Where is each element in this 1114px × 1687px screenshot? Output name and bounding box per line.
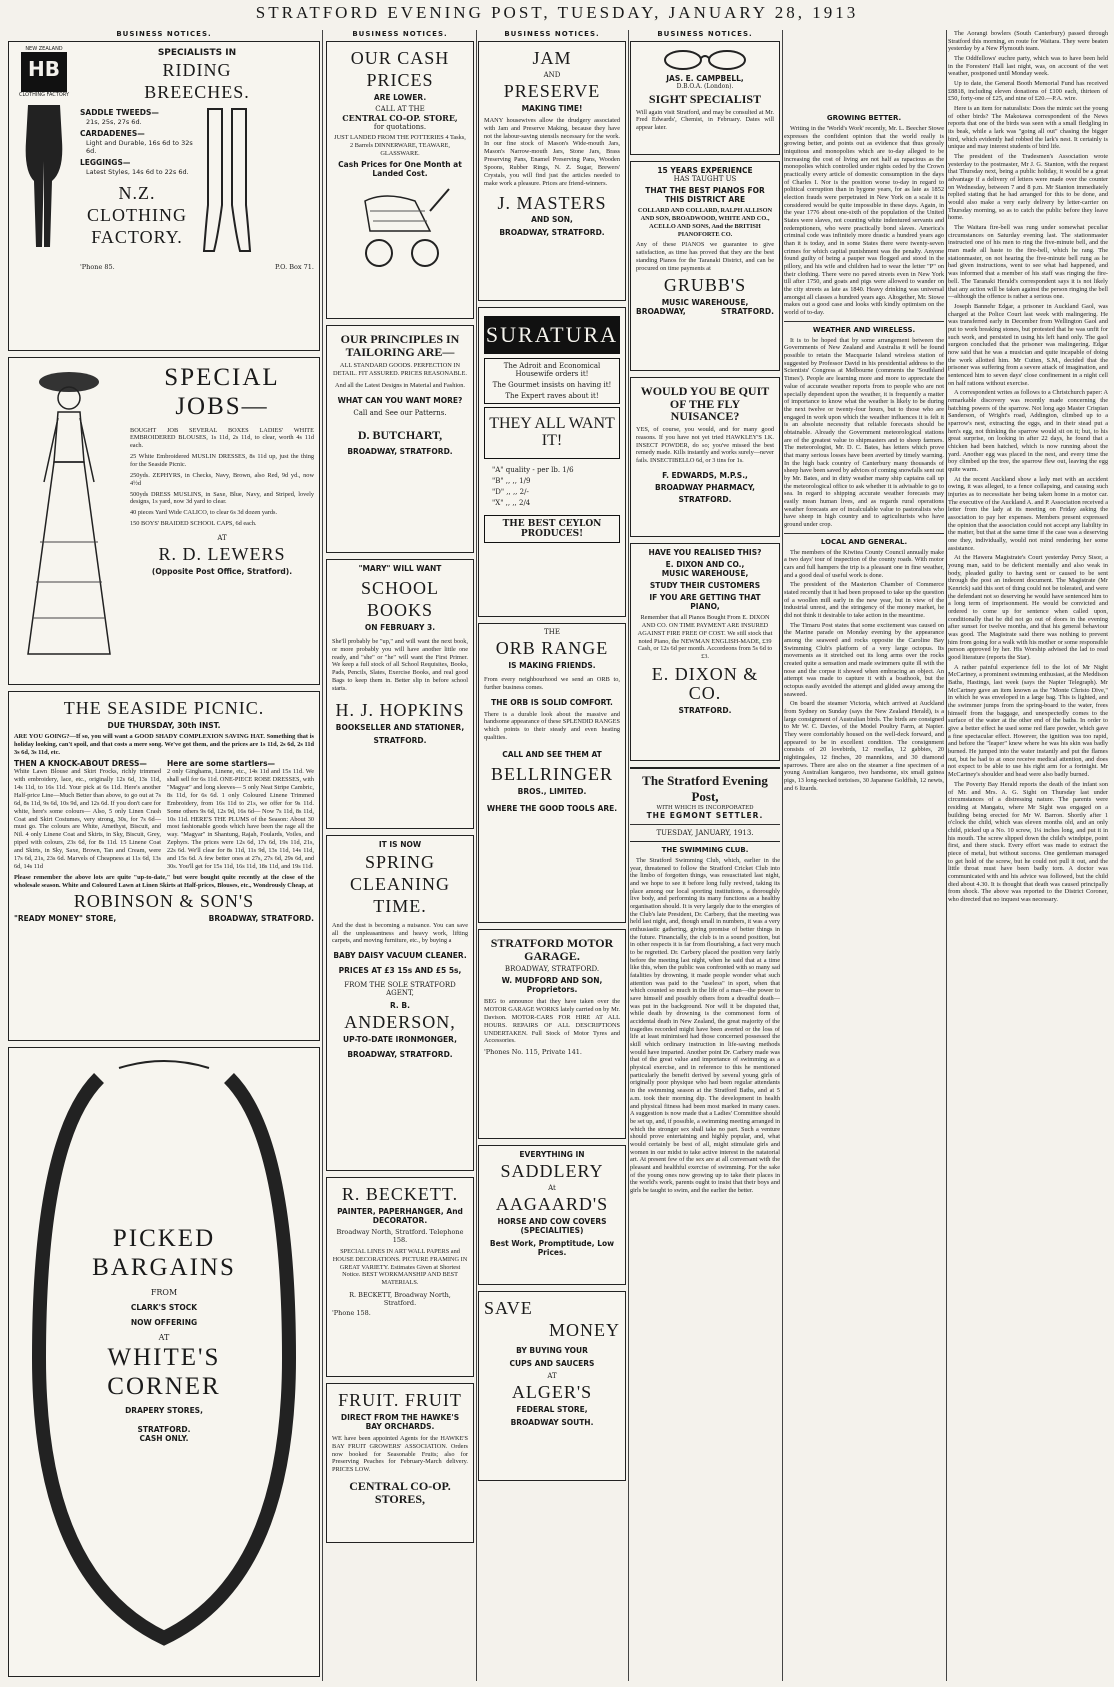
lewers-item-4: 500yds DRESS MUSLINS, in Saxe, Blue, Navy, and Striped, lovely designs, 1s yard, now 3d yard to clear. (130, 490, 314, 506)
section-label: BUSINESS NOTICES. (504, 30, 600, 38)
article-paragraph: The Waitara fire-bell was rung under somewhat peculiar circumstances on Saturday evening last. The stationmaster instructed one of his men to ring the five-minute bell, and the man made all haste to the fire-bell, which he rang. The stationmaster, on not hearing the five-minute bell rung as he had given instructions, went to see what had happened, and was informed that a member of his staff was ringing the fire-bell. The Taranaki Herald's correspondent says it is not likely that any action will be taken against the person ringing the bell—although the offence is rather a serious one. (948, 224, 1108, 301)
from-label: FROM (150, 1287, 178, 1297)
headline-bargains: BARGAINS (92, 1254, 236, 1282)
aagaard-footer: Best Work, Promptitude, Low Prices. (489, 1238, 615, 1257)
column-6 (948, 30, 1108, 1681)
fruit-body: WE have been appointed Agents for the HAWKE'S BAY FRUIT GROWERS' ASSOCIATION. Orders now booked for Seasonable Fruits; also for Preserving Peaches for February-March delivery. PRICES LOW. (332, 1434, 468, 1474)
beckett-body: SPECIAL LINES IN ART WALL PAPERS and HOUSE DECORATIONS. PICTURE FRAMING IN GREAT VARIETY. Estimates Given at Shortest Notice. BEST WORKMANSHIP AND BEST MATERIALS. (332, 1247, 468, 1287)
article-paragraph: A rather painful experience fell to the lot of Mr Night McCartney, a prominent swimming enthusiast, at the Meddison Baths, Hastings, last week (says the Napier Telegraph). Mr McCartney gave an item known as the "Monte Christo Dive," in which he was enveloped in a large bag. This is lighted, and the swimmer jumps from the spring-board to the water, frees himself from the baggage, and unexpectedly comes to the surface of the water at the other end of the baths. In order to give a better effect he used some red flare powder, which gave a fine spectacular effect. However, the ignition was too rapid, and before the "leaper" knew where he was his skin was badly burned. He jumped into the water instantly and put the flames out, but he had to at once receive medical attention, and does not expect to be able to use his right arm for a fortnight. Mr McCartney's shoulder and head were also badly burned. (948, 663, 1108, 779)
campbell-qual: D.B.O.A. (London). (676, 83, 734, 90)
butchart-address: BROADWAY, STRATFORD. (347, 447, 453, 457)
masters-and-son: AND SON, (531, 215, 573, 225)
beckett-trade: PAINTER, PAPERHANGER, And DECORATOR. (337, 1206, 463, 1225)
it-is-now: IT IS NOW (378, 840, 422, 849)
making-time: MAKING TIME! (521, 103, 583, 113)
headline-books: BOOKS (366, 599, 433, 620)
store-name-hopkins: H. J. HOPKINS (335, 699, 465, 720)
store-name-robinson: ROBINSON & SON'S (73, 891, 255, 912)
store-name-beckett: R. BECKETT. (341, 1184, 459, 1204)
tailoring-ask: WHAT CAN YOU WANT MORE? (337, 395, 463, 405)
article-heading: GROWING BETTER. (826, 114, 902, 122)
column-rule (946, 30, 947, 1681)
for-quotations: for quotations. (373, 122, 427, 131)
coop-cash-prices-ad (326, 41, 474, 319)
article-paragraph: The Aorangi bowlers (South Canterbury) passed through Stratford this morning, en route for Waitara. They were beaten yesterday by a New Plymouth team. (948, 30, 1108, 53)
campbell-sight-ad (630, 41, 780, 155)
item-cardadenes: CARDADENES— (80, 129, 145, 139)
masthead: STRATFORD EVENING POST, TUESDAY, JANUARY 28, 1913 (255, 3, 859, 22)
phone-number: 'Phone 85. (80, 263, 115, 272)
item-leggings: LEGGINGS— (80, 158, 131, 168)
headline-cleaning: CLEANING (350, 873, 450, 894)
pram-illustration (345, 181, 455, 271)
fruit-sub: DIRECT FROM THE HAWKE'S BAY ORCHARDS. (340, 1412, 460, 1431)
suratura-brand: SURATURA (484, 316, 620, 354)
and-label: AND (543, 70, 561, 79)
grubb-lead: THAT THE BEST PIANOS FOR THIS DISTRICT ARE (645, 186, 765, 204)
store-name-coop: CENTRAL CO-OP. STORE, (342, 112, 458, 123)
headline-breeches: BREECHES. (144, 82, 250, 103)
masters-jam-ad (478, 41, 626, 301)
paper-date: TUESDAY, JANUARY, 1913. (656, 829, 754, 837)
hopkins-body: She'll probably be "up," and will want the next book, or more probably you will have another little one ready, and "she" or "he" will want the First Primer. We keep a full stock of all School Requisites, Books, Pads, Pencils, Slates, Exercise Books, and real good Bags to keep them in. Better slip in before school starts. (332, 637, 468, 692)
vacuum-prices: PRICES AT £3 15s AND £5 5s, (338, 966, 462, 976)
column-3 (478, 30, 626, 1681)
at-label: AT (217, 533, 227, 542)
article-paragraph: The Stratford Swimming Club, which, earlier in the year, threatened to follow the Stratford Cricket Club into the limbo of forgotten things, was resuscitated last night, and we hope to see it before long fully revived, taking its place among our local sporting institutions, a thoroughly live body, and performing its many functions as a healthy organisation should. It is very largely due to the energies of the Club's late President, Dr. Carbery, that the meeting was held last night, and, though small in numbers, it was a very enthusiastic gathering, giving promise of better things in the future. Financially, the club is in a sound position, but in other respects it is far from flourishing, a fact very much to be regretted. Dr. Carbery placed the position very fairly before the meeting last night, when he said that at a time like this, when the public was confronted with so many sad fatalities by drowning, it made people wonder what such attention was paid to the "useless" in sport, when that which counted so much in the life of a man—the power to save himself and possibly others from a dreadful death—was put in the background. Nor will it be disputed that, while death by drowning is the commonest form of accidental death in New Zealand, the great majority of the tragedies recorded might have been averted or the loss of life at least minimised had those concerned possessed the skill which ordinary instruction in life-saving methods would have imparted. Another point Dr. Carbery made was that of the great value and importance of swimming as a physical exercise, and in reference to this he mentioned particularly the benefit derived by several young girls of originally poor physique who had been regular attendants in the swimming season at the Stratford Baths, and at 5 a.m. took their morning dip. The development in health and physical fitness had been most marked in many cases. A suggestion is now made that a Ladies' Committee should be set up, and, if possible, a swimming meeting arranged in which the stronger sex shall take no part. Such a venture should prove entertaining and highly popular, and, what would certainly be best of all, might stimulate girls and women in our midst to take active interest in the natatorial art. At present few of the sex are at all conversant with the pleasant and healthful exercise of swimming. For the sake of the young ones now growing up to take their places in the world's work, parents ought to insist that their boys and girls be taught to swim, and the earlier the better. (630, 857, 780, 1194)
orb-text-1: From every neighbourhood we send an ORB to, further business comes. (484, 675, 620, 691)
leggings-illustration (200, 105, 254, 255)
nz-clothing-ad (8, 41, 320, 351)
taught-us: HAS TAUGHT US (673, 175, 737, 183)
picnic-right-heading: Here are some startlers— (167, 759, 276, 769)
butchart-tailoring-ad (326, 325, 474, 553)
by-buying: BY BUYING YOUR (516, 1345, 588, 1355)
edwards-address: STRATFORD. (678, 495, 732, 505)
po-box: P.O. Box 71. (275, 263, 314, 272)
aagaard-saddlery-ad (478, 1145, 626, 1285)
grubb-pianos-ad (630, 161, 780, 371)
anderson-address: BROADWAY, STRATFORD. (347, 1050, 453, 1060)
anderson-body: And the dust is becoming a nuisance. You can save all the unpleasantness and heavy work, lifting carpets, and moving furniture, etc., by buying a (332, 921, 468, 945)
column-1 (8, 30, 320, 1681)
article-paragraph: On board the steamer Victoria, which arrived at Auckland from Sydney on Sunday (says the New Zealand Herald), is a large consignment of Australian birds. The birds are consigned to Mr W. C. Davies, of the Model Poultry Farm, at Napier. They were comfortably housed on the well-deck forward, and appeared to be in excellent condition. The consignment consists of 20 lovebirds, 12 rosellas, 12 gabbies, 20 nightingales, 12 finches, 20 mannikins, and 30 diamond sparrows. There are also on the steamer a fine specimen of a young Australian kangaroo, two handsome, six small guinea pigs, 13 long-necked tortoises, 30 Japanese Goldfish, 12 newts, and 6 lizards. (784, 700, 944, 792)
hb-logo: HB (21, 52, 67, 92)
price-saddle-tweeds: 21s, 25s, 27s 6d. (86, 118, 142, 127)
call-at: CALL AT THE (375, 104, 425, 113)
article-paragraph: Joseph Bannehr Edgar, a prisoner in Auckland Gaol, was charged at the Police Court last week with malingering. He was transferred early in December from Wellington Gaol and put to work breaking stones, but protested that he was unfit for such work, and persisted in using his left hand only. The gaol surgeon concluded that the prisoner was malingering. Edgar now said that he was a musician and quite incapable of doing the work allotted him. Mr Cutten, S.M., decided that the prisoner was suffering from a severe attack of imagination, and sentenced him to seven days' close confinement in a night cell on half rations without exercise. (948, 302, 1108, 387)
paper-incorporated: WITH WHICH IS INCORPORATED (656, 805, 754, 811)
vacuum-product: BABY DAISY VACUUM CLEANER. (333, 951, 467, 961)
edwards-fly-ad (630, 377, 780, 537)
spectacles-illustration (655, 49, 755, 71)
headline-fruit: FRUIT. FRUIT (338, 1390, 462, 1410)
call-and-see: CALL AND SEE THEM AT (502, 750, 602, 760)
store-name-butchart: D. BUTCHART, (357, 427, 443, 442)
article-paragraph: It is to be hoped that by some arrangement between the Governments of New Zealand and Australia it will be found possible to retain the Macquarie Island wireless station of suggested by Professor David in his presidential address to the Scientists' Congress at Melbourne (comments the 'Southland Times'). People are learning more and more to appreciate the value of accurate weather reports from to people who are not specially dependent upon the weather, it is frequently a matter of importance to know what the weather is likely to be during the next twelve or twenty-four hours, but to those who are engaged in work upon which the weather influences it is felt it is an absolute necessity that reliable forecasts should be obtainable. Already the Government meteorological stations are of the greatest value to shipmasters and to sheep farmers. The meteorologist, Mr. D. C. Bates, has letters which prove that many serious losses have been averted by timely warning. In the high back country of Canterbury many thousands of sheep have been saved by advices of coming snowfalls sent out by Mr. Bates, and in dirty weather many ship captains call up the meteorological office to ask whether it is advisable to go to sea. In regard to shipping accurate weather forecasts may easily mean human lives, and as regards rural operations weather forecasts are of incalculable value to pastoralists who have sheep in high country and to agriculturists who have ground under crop. (784, 336, 944, 528)
picnic-date: DUE THURSDAY, 30th INST. (107, 720, 221, 730)
the-label: THE (544, 628, 560, 636)
headline-our-cash: OUR CASH (350, 48, 450, 68)
suratura-grade-x: "X" ,, ,, 2/4 (492, 499, 531, 508)
price-leggings: Latest Styles, 14s 6d to 22s 6d. (86, 168, 189, 177)
dixon-pianos-ad (630, 543, 780, 761)
headline-picked: PICKED (112, 1225, 216, 1252)
suratura-line-4: The Expert raves about it! (505, 392, 599, 400)
article-paragraph: The members of the Kiwitea County Council annually make a two days' tour of inspection of the county roads. With motor cars and full hampers the trip is a pleasant one in fine weather, and a good deal of useful work is done. (784, 548, 944, 579)
headline-riding: RIDING (162, 60, 232, 81)
lewers-item-3: 250yds. ZEPHYRS, in Checks, Navy, Brown, also Red, 9d yd., now 4½d (130, 471, 314, 487)
cash-only: CASH ONLY. (139, 1434, 189, 1443)
school-date: ON FEBRUARY 3. (364, 622, 436, 632)
masters-body: MANY housewives allow the drudgery associated with Jam and Preserve Making, because they have not the labour-saving utensils necessary for the work. In our fine stock of Mason's Wide-mouth Jars, Mason's Narrow-mouth Jars, Stone Jars, Brass Preserving Pans, Enamel Preserving Pans, Wooden Spoons, Rubber Rings, N. Z. Sugar, Brewers' Crystals, you will find just the articles needed to make work a pleasure. Prices are friend-winners. (484, 116, 620, 187)
suratura-footer: THE BEST CEYLON PRODUCES! (484, 515, 620, 543)
drapery-stores: DRAPERY STORES, (125, 1406, 203, 1415)
motor-proprietors: W. MUDFORD AND SON, Proprietors. (501, 976, 603, 995)
mary-will-want: "MARY" WILL WANT (358, 564, 442, 573)
article-paragraph: Here is an item for naturalists: Does the mimic set the young of other birds? The Makotawa correspondent of the News reports that one of the birds was seen with a small fledgling in its beak, while a lark was "going all out" chasing the bigger bird, which evidently had robbed the lark's nest. It certainly is unique and may interest students of bird life. (948, 105, 1108, 151)
making-friends: IS MAKING FRIENDS. (508, 660, 596, 670)
suratura-line-2: Housewife orders it! (515, 370, 589, 378)
headline-saddlery: SADDLERY (500, 1161, 604, 1181)
lewers-address: (Opposite Post Office, Stratford). (151, 566, 293, 576)
picnic-right-text: 2 only Ginghams, Linene, etc., 14s 11d and 15s 11d. We shall sell for 6s 11d. ONE-PIECE ROBE DRESSES, with "Magyar" and long sleeves— 5 only Neat Stripe Cambric, 8s 11d, for 6s 6d. 1 only Coloured Linene Trimmed Embroidery, from 16s 11d to 21s, we offer for 9s 11d. Some others 9s 6d, 12s 9d, 16s 6d— Now 7s 11d, 8s 11d, 10s 11d. HERE'S THE PLUMS of the Season: About 30 most fashionable goods which have been the rage all the way. "Magyar" in Shantung, Rajah, Foulards, Voiles, and Zephyrs. The prices were 12s 6d, 17s 6d, 19s 11d, 21s, 22s 6d. We'll clear for 8s 11d, 11s 9d, 13s 11d, 14s 11d, and 15s 6d. A few better ones at 27s, 27s 6d, 29s 6d, and 30s. You'll get for 15s 11d, 16s 11d, 18s 11d, and 19s 11d. (167, 768, 314, 870)
at-label: AT (158, 1332, 170, 1342)
are-lower: ARE LOWER. (373, 92, 427, 102)
headline-save: SAVE (484, 1298, 533, 1318)
getting-piano: IF YOU ARE GETTING THAT PIANO, (649, 593, 761, 611)
edwards-shop: BROADWAY PHARMACY, (655, 483, 755, 493)
article-heading: WEATHER AND WIRELESS. (812, 325, 916, 334)
logo-sub: CLOTHING FACTORY (19, 92, 69, 98)
alger-save-money-ad (478, 1291, 626, 1481)
hopkins-trade: BOOKSELLER AND STATIONER, (335, 722, 465, 732)
sole-agent: FROM THE SOLE STRATFORD AGENT, (344, 981, 456, 998)
edwards-body: YES, of course, you would, and for many good reasons. If you have not yet tried HAWKLEY'S I.K. INSECT POWDER, do so; you've missed the best remedy made. Kills instantly and works surely—never fails. INSECTIBELLO 6d, or 3 tins for 1s. (636, 425, 774, 465)
store-name-nz: N.Z. (118, 183, 156, 204)
grubb-address-street: BROADWAY, (636, 306, 686, 316)
federal-store: FEDERAL STORE, (516, 1404, 588, 1414)
anderson-trade: UP-TO-DATE IRONMONGER, (343, 1035, 457, 1045)
beckett-address: Broadway North, Stratford. Telephone 158. (336, 1227, 464, 1244)
column-5 (784, 30, 944, 1681)
picnic-lead: ARE YOU GOING?—If so, you will want a GOOD SHADY COMPLEXION SAVING HAT. Something that is holiday looking, can't spoil, and that costs a mere song. We've got them, and the prices are 1s 11d, 2s 6d, 2s 11d 3s 6d, 3s 11d, etc. (14, 732, 314, 756)
years-experience: 15 YEARS EXPERIENCE (657, 166, 753, 175)
alger-address: BROADWAY SOUTH. (510, 1417, 594, 1427)
article-heading: THE SWIMMING CLUB. (661, 846, 749, 854)
tailoring-principles: ALL STANDARD GOODS. PERFECTION IN DETAIL. FIT ASSURED. PRICES REASONABLE. (333, 362, 467, 378)
headline-special: SPECIAL (164, 364, 280, 391)
swimming-club-article (630, 846, 780, 1195)
campbell-name: JAS. E. CAMPBELL, (666, 74, 744, 83)
article-paragraph: Writing in the 'World's Work' recently, Mr. L. Beecher Stowe expresses the confident opinion that the world really is growing better, and points out as evidence that thus grossly iniquitous and monopolies which are to-day alleged to be increasing the cost of living are not half as rapacious as the monopolies which controlled under rights ceded by the Crown practically every article of domestic consumption in the days of Charles I. Nor is the position worse to-day in regard to political corruption than in bygone years, for as late as 1852 election frauds were perpetrated in New York on a scale it is considered would be quite impossible in these days. Again, in the year 1776 about one-sixth of the population of the United States were slaves, not counting white indentured servants and redemptioners, who were practically bond slaves. America's criminal code was infinitely more drastic a hundred years ago than it is today, and in some States there were twenty-seven crimes for which capital punishment was the penalty. Anyone found guilty of being a pauper was flogged and stood in the pillory, and his wife and children had to wear the letter "P" on their clothing. There were no paved streets even in New York till after 1750, and goats and pigs were allowed to wander on the city streets as late as 1840. Heavy drinking was universal amongst all classes a hundred years ago. Altogether, Mr. Stowe makes out a good case and looks with kindly optimism on the world of to-day. (784, 125, 944, 317)
tailoring-call: Call and See our Patterns. (353, 408, 447, 417)
headline-orb-range: ORB RANGE (495, 638, 609, 658)
growing-better-article (784, 114, 944, 317)
column-4 (630, 30, 780, 1681)
hopkins-address: STRATFORD. (373, 735, 427, 745)
now-offering: NOW OFFERING (130, 1317, 198, 1327)
article-paragraph: Up to date, the General Booth Memorial Fund has received £8818, including eleven donations of £100 each, thirteen of £50, forty-one of £25, and nine of £20.—P.A. wire. (948, 80, 1108, 103)
campbell-body: Will again visit Stratford, and may be consulted at Mr. Fred Edwards', Chemist, in February. Dates will appear later. (636, 108, 774, 132)
hopkins-school-books-ad (326, 559, 474, 829)
suratura-tea-ad (478, 307, 626, 617)
section-label: BUSINESS NOTICES. (657, 30, 753, 38)
seaside-picnic-ad (8, 691, 320, 1041)
robinson-address: BROADWAY, STRATFORD. (208, 914, 314, 924)
store-name-anderson: ANDERSON, (344, 1012, 456, 1033)
column-rule (628, 30, 629, 1681)
beckett-signature: R. BECKETT, Broadway North, Stratford. (349, 1291, 451, 1308)
column-rule (782, 30, 783, 1681)
store-name-aagaard: AAGAARD'S (495, 1193, 609, 1214)
dixon-address: STRATFORD. (678, 705, 732, 715)
headline-prices: PRICES (366, 69, 434, 90)
fruit-ad (326, 1383, 474, 1543)
store-name-alger: ALGER'S (511, 1381, 593, 1402)
robinson-store-label: "READY MONEY" STORE, (14, 914, 117, 924)
anderson-initials: R. B. (390, 1001, 410, 1011)
headline-spring: SPRING (364, 852, 436, 872)
paper-settler: THE EGMONT SETTLER. (646, 811, 764, 820)
lady-dress-illustration (14, 362, 124, 662)
logo-top: NEW ZEALAND (25, 46, 63, 52)
column-rule (322, 30, 323, 1681)
beckett-painter-ad (326, 1177, 474, 1377)
tailoring-heading: OUR PRINCIPLES IN TAILORING ARE— (340, 332, 460, 359)
item-saddle-tweeds: SADDLE TWEEDS— (80, 108, 159, 118)
motor-garage-ad (478, 929, 626, 1139)
fly-nuisance-heading: WOULD YOU BE QUIT OF THE FLY NUISANCE? (640, 384, 770, 424)
store-name-edwards: F. EDWARDS, M.P.S., (662, 471, 748, 481)
article-paragraph: The president of the Tradesmen's Association wrote yesterday to the postmaster, Mr J. G. Stanton, with the request that Thursday next, being a public holiday, it would be a great advantage if a delivery of letters were made over the counter on Wednesday, between 7 and 8 p.m. Mr Stanton immediately replied stating that he had arranged for this to be done, and would also make a very early delivery by letter-carrier on Thursday morning, so as to catch the public before they leave home. (948, 153, 1108, 222)
realised-this: HAVE YOU REALISED THIS? (648, 548, 762, 557)
dixon-name: E. DIXON AND CO., (665, 560, 745, 569)
column-rule (476, 30, 477, 1681)
store-name-lewers: R. D. LEWERS (158, 543, 286, 564)
store-name-dixon: E. DIXON & CO. (651, 664, 759, 704)
orb-solid-comfort: THE ORB IS SOLID COMFORT. (491, 697, 613, 707)
store-name-clothing: CLOTHING (87, 205, 187, 226)
motor-address: BROADWAY, STRATFORD. (504, 965, 600, 974)
lewers-item-1: BOUGHT JOB SEVERAL BOXES LADIES' WHITE EMBROIDERED BLOUSES, 1s 11d, 2s 11d, to clear, worth 4s 11d each. (130, 426, 314, 450)
suratura-line-1: The Adroit and Economical (503, 362, 601, 370)
cups-and-saucers: CUPS AND SAUCERS (509, 1358, 595, 1368)
study-customers: STUDY THEIR CUSTOMERS (649, 581, 761, 590)
horse-cow-covers: HORSE AND COW COVERS (SPECIALITIES) (497, 1216, 607, 1235)
column-2 (326, 30, 474, 1681)
bellringer-ltd: BROS., LIMITED. (517, 786, 587, 796)
coop-landed: JUST LANDED FROM THE POTTERIES 4 Tasks, 2 Barrels DINNERWARE, TEAWARE, GLASSWARE. (334, 133, 466, 157)
headline-specialists: SPECIALISTS IN (157, 48, 237, 58)
picnic-left-heading: THEN A KNOCK-ABOUT DRESS— (14, 759, 147, 769)
bellringer-orb-range-ad (478, 623, 626, 923)
store-name-bellringer: BELLRINGER (491, 764, 613, 785)
article-paragraph: A correspondent writes as follows to a Christchurch paper: A remarkable discovery was recently made concerning the hatching powers of the sparrow. Not long ago Master Crispian Sanderson, of Wright's road, Addington, climbed up to a sparrow's nest, extracting the eggs, and in their stead put a hen's egg, not thinking the sparrow would sit on it; but, to his great surprise, on looking in after 22 days, he found that a chicken had been hatched, which is now running about the yard. Another egg was placed in the nest, and every time the boy climbed up the tree, the sparrow flew out, leaving the egg quite warm. (948, 389, 1108, 473)
article-heading: LOCAL AND GENERAL. (820, 537, 908, 546)
suratura-line-3: The Gourmet insists on having it! (492, 381, 612, 389)
dixon-body: Remember that all Pianos Bought From E. DIXON AND CO. ON TIME PAYMENT ARE INSURED AGAINST FIRE FREE OF COST. We still stock that noted Piano, the NEWMAN ENGLISH-MADE, £39 Cash, or 12s 6d per month. Accordeons from 5s 6d to £3. (637, 614, 773, 661)
motor-phone: 'Phones No. 115, Private 141. (484, 1048, 582, 1057)
store-name-whites: WHITE'S (107, 1343, 221, 1371)
grubb-body: Any of these PIANOS we guarantee to give satisfaction, as time has proved that they are the best standing Pianos for the Taranaki District, and can be procured on time payments at (636, 241, 774, 273)
headline-school: SCHOOL (360, 578, 439, 598)
section-label: BUSINESS NOTICES. (116, 30, 212, 38)
store-name-masters: J. MASTERS (497, 192, 607, 213)
tailoring-latest: And all the Latest Designs in Material and Fashion. (335, 381, 465, 389)
headline-jam: JAM (532, 48, 572, 68)
local-general-continued (948, 30, 1108, 904)
sight-specialist: SIGHT SPECIALIST (648, 92, 762, 106)
orb-text-2: There is a durable look about the massive and handsome appearance of these SPLENDID RANGES which points to their steady and even heating qualities. (484, 710, 620, 742)
beckett-phone: 'Phone 158. (332, 1309, 371, 1318)
store-name-coop-stores: CENTRAL CO-OP. STORES, (349, 1479, 451, 1506)
bellringer-tagline: WHERE THE GOOD TOOLS ARE. (486, 803, 618, 813)
headline-time: TIME. (373, 895, 427, 916)
picnic-note: Please remember the above lots are quite "up-to-date," but were bought quite recently at the close of the wholesale season. White and Coloured Lawn at Linen Skirts at Half-prices, Blouses, etc., Wondrously Cheap, at (14, 873, 314, 889)
picnic-title: THE SEASIDE PICNIC. (63, 698, 265, 718)
store-name-corner: CORNER (107, 1372, 221, 1400)
suratura-grade-a: "A" quality - per lb. 1/6 (492, 465, 574, 474)
clarks-stock: CLARK'S STOCK (130, 1302, 198, 1312)
article-paragraph: The Oddfellows' euchre party, which was to have been held in the Foresters' Hall last night, was, on account of the wet weather, postponed until Monday week. (948, 55, 1108, 78)
paper-title: The Stratford Evening Post, (642, 773, 768, 804)
headline-preserve: PRESERVE (503, 80, 601, 101)
section-label: BUSINESS NOTICES. (352, 30, 448, 38)
grubb-address-town: STRATFORD. (721, 306, 774, 316)
headline-motor-garage: STRATFORD MOTOR GARAGE. (490, 936, 614, 963)
local-general-article (784, 538, 944, 793)
picnic-left-text: White Lawn Blouse and Skirt Frocks, richly trimmed with embroidery, lace, etc., originally 12s 6d, 13s 11d, 14s 11d, to 16s 11d. Your pick at 6s 11d. Here's another Half-price Line—Much Better than above, to go out at 7s 6d, 8s 11d, 9s 6d, 10s 9d, and 12s 6d. If you don't care for white, here's some colours— Also, 5 only Linen Crash Coat and Skirt Costumes, very strong, 30s, for 7s 6d—must go. The colours are White, Amethyst, Biscuit, and Nil. 4 only Linene Coat and Skirts, in Sky, Biscuit, Grey, piped with colours, 23s 6d, for 8s 11d. 15 Linene Coat and Skirts, in Sky, Saxe, Brown, Tan and Cream, were 17s 6d, 21s, 23s 6d. Marvels of Cheapness at 11s 6d, 13s 6d, 14s 11d (14, 768, 161, 870)
article-paragraph: At the Hawera Magistrate's Court yesterday Percy Sisor, a young man, said to be deficient mentally and also weak in body, pleaded guilty to having sent or caused to be sent through the post an indecent document. The Magistrate (Mr Kenrick) said this sort of thing could not be tolerated, and were the defendant not so deserving he would have sentenced him to a long term of imprisonment. He would be convicted and ordered to come up for sentence when called upon, conditionally that he did not go out of doors in the evening after sunset for twelve months, and that his general behaviour was good. The Magistrate said there was nothing to prevent him from going for a walk with his mother or some responsible person approved by her. His Worship advised the lad to read good literature (reports the Star). (948, 554, 1108, 662)
article-paragraph: The Timaru Post states that some excitement was caused on the Marine parade on Monday evening by the appearance among the seaweed and rocks opposite the Caroline Bay Swimming Club's platform of a very large octopus. Its movements as it stretched out its long arms over the rocks created quite a sensation and made swimmers quite ill with the nose and the corpse it showed when embracing an object. An attempt was made to capture it with a boathook, but the octopus easily avoided the attempt and glided away among the seaweed. (784, 621, 944, 698)
motor-body: BEG to announce that they have taken over the MOTOR GARAGE WORKS lately carried on by Mr. Davison. MOTOR-CARS FOR HIRE AT ALL HOURS. REPAIRS OF ALL DESCRIPTIONS UNDERTAKEN. Full Stock of Motor Tyres and Accessories. (484, 998, 620, 1045)
lewers-item-5: 40 pieces Yard Wide CALICO, to clear 6s 3d dozen yards. (130, 509, 278, 517)
suratura-grade-b: "B" ,, ,, 1/9 (492, 476, 531, 485)
at-label: At (548, 1183, 556, 1192)
anderson-spring-cleaning-ad (326, 835, 474, 1171)
suratura-slogan: THEY ALL WANT IT! (484, 407, 620, 459)
article-paragraph: The Poverty Bay Herald reports the death of the infant son of Mr. and Mrs. A. G. Sight on Thursday last under circumstances of a distressing nature. The parents were residing at Mangatu, where Mr Sight was engaged on a building being erected for Mr W. Barron. Shortly after 1 o'clock the child, which was eleven months old, and an only child, picked up a No. 10 screw, 1¼ inches long, and put it in his mouth. The screw slipped down the child's windpipe, point first, and there stuck. Every effort was made to extract the piece of metal, but without success. One gentleman managed to get hold of the screw, but he could not pull it out, and the little throat must have been badly torn. A doctor was communicated with and his advice was followed, but the child died about 4.30. It is thought that death was caused principally from shock. The above was reported to the District Coroner, who directed that no inquest was necessary. (948, 780, 1108, 903)
paper-nameplate (630, 767, 780, 842)
article-paragraph: The president of the Masterton Chamber of Commerce stated recently that it had been proposed to take up the question of a woollen mill early in the new year, but in view of the industrial unrest, and the stringency of the money market, he did not think it desirable to take action in the meantime. (784, 581, 944, 619)
store-name-grubb: GRUBB'S (663, 274, 747, 295)
masters-address: BROADWAY, STRATFORD. (499, 228, 605, 238)
grubb-shop: MUSIC WAREHOUSE, (661, 297, 749, 307)
lewers-item-2: 25 White Embroidered MUSLIN DRESSES, 8s 11d up, just the thing for the Seaside Picnic. (130, 453, 314, 468)
headline-jobs: JOBS— (175, 393, 269, 421)
coop-cash-note: Cash Prices for One Month at Landed Cost. (338, 160, 462, 179)
store-name-factory: FACTORY. (91, 227, 183, 247)
article-paragraph: At the recent Auckland show a lady met with an accident owing, it was alleged, to a fence collapsing, and causing such injuries as to necessitate her being taken home in a motor car. The executive of the Auckland A. and P. Association received a letter from the lady at its meeting on Friday asking the association to pay her expenses. Members present expressed the opinion that the association could not accept any liability in the matter, but that at the same time if the case was a deserving one they, individually, would not mind rendering her some assistance. (948, 475, 1108, 552)
everything-in: EVERYTHING IN (519, 1150, 585, 1159)
lewers-item-6: 150 BOYS' BRAIDED SCHOOL CAPS, 6d each. (130, 520, 257, 528)
weather-wireless-article (784, 326, 944, 529)
breeches-illustration (22, 101, 66, 251)
whites-corner-ad (8, 1047, 320, 1677)
piano-brands: COLLARD AND COLLARD, RALPH ALLISON AND SON, BROADWOOD, WHITE AND CO., ACELLO AND SONS, And the BRITISH PIANOFORTE CO. (637, 207, 773, 238)
price-cardadenes: Light and Durable, 16s 6d to 32s 6d. (86, 139, 193, 156)
headline-money: MONEY (549, 1319, 620, 1340)
whites-town: STRATFORD. (137, 1425, 191, 1434)
rd-lewers-ad (8, 357, 320, 685)
dixon-shop: MUSIC WAREHOUSE, (661, 569, 749, 578)
suratura-grade-d: "D" ,, ,, 2/- (492, 487, 529, 496)
at-label: AT (547, 1371, 557, 1380)
